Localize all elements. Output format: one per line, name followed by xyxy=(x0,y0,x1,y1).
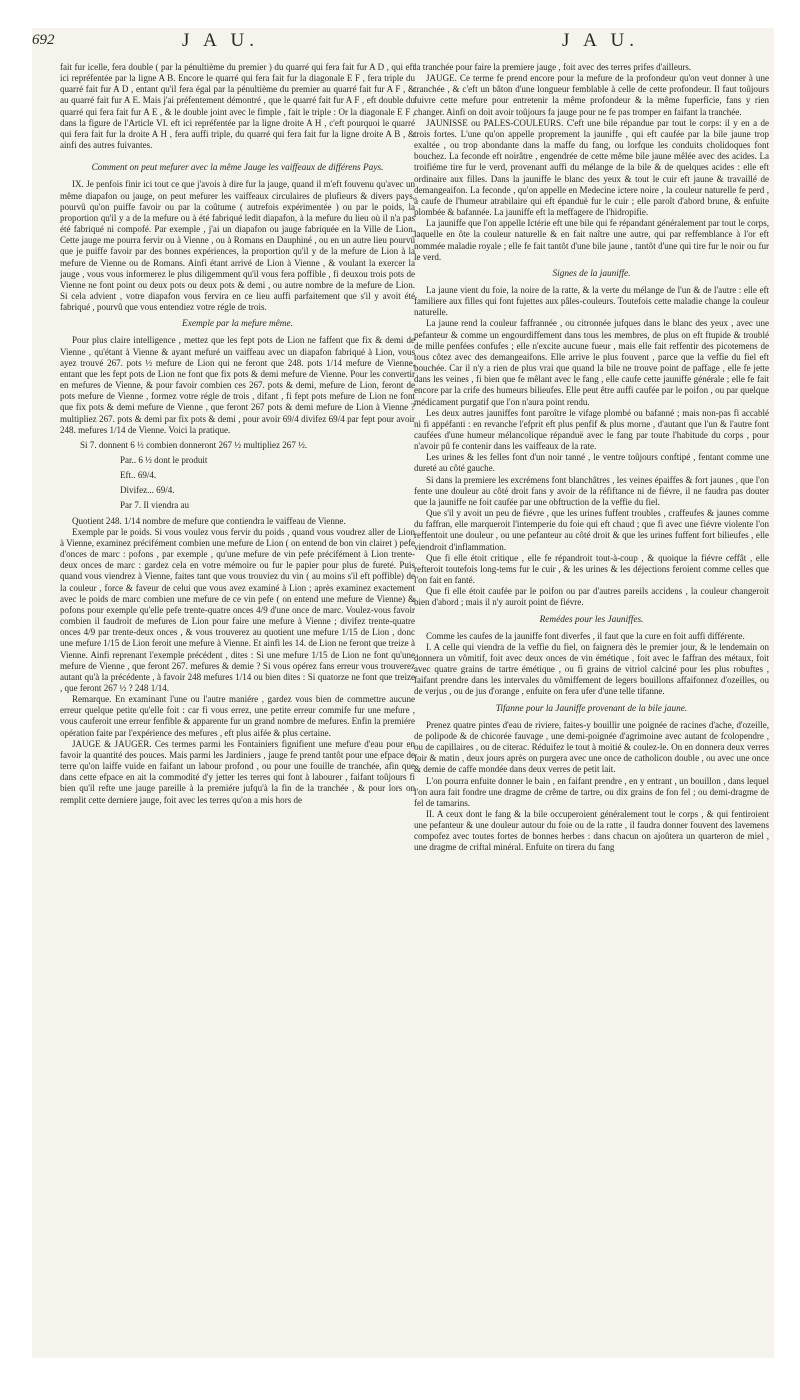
paragraph: La jauniffe que l'on appelle Ictérie eft une bile qui fe répandant généralement par tout le corps, laquelle en ôte la couleur naturelle & en fait naître une autre, qui par reffemblance à l'or eft nommée maladie royale ; elle fe fait tantôt d'une bile jaune , tantôt d'une qui tire fur le noir ou fur le verd. xyxy=(414,218,769,262)
calculation-line: Par.. 6 ½ dont le produit xyxy=(120,455,208,465)
section-heading: Exemple par la mefure même. xyxy=(182,319,293,330)
paragraph: Exemple par le poids. Si vous voulez vous fervir du poids , quand vous voudrez aller de Lion à Vienne, examinez précifément combien une mefure de Lion ( on entend de bon vin clairet ) pefe d'onces de marc : pofons , par exemple , qu'une mefure de vin pefe précifément à Lion trente-deux onces de marc : gardez cela en votre mémoire ou fur le papier pour plus de fureté. Puis quand vous viendrez à Vienne, faites tant que vous trouviez du vin ( au moins s'il eft poffible) de la couleur , force & faveur de celui que vous avez examiné à Lion ; après examinez exactement avec le poids de marc combien une mefure de ce vin pefe ( on entend une mefure de Vienne) & pofons pour exemple qu'elle pefe trente-quatre onces 4/9 d'une once de marc. Voulez-vous favoir combien il faudroit de mefures de Lion pour faire une mefure à Vienne ; divifez trente-quatre onces 4/9 par trente-deux onces , & vous trouverez au quotient une mefure 1/15 de Lion , donc une mefure 1/15 de Lion feroit une mefure à Vienne. Et ainfi les 14. de Lion ne feront que treize à Vienne. Ainfi reprenant l'exemple précédent , dites : Si une mefure 1/15 de Lion ne font qu'une mefure de Vienne , que feront 267. mefures & demie ? Si vous opérez fans erreur vous trouverez autant qu'à la précédente , à favoir 248 mefures 1/14 ou bien dites : Si quatorze ne font que treize , que feront 267 ½ ? 248 1/14. xyxy=(60,526,415,693)
paragraph: Pour plus claire intelligence , mettez que les fept pots de Lion ne faffent que fix & demi de Vienne , qu'étant à Vienne & ayant mefuré un vaiffeau avec un diapafon fabriqué à Lion, vous ayez trouvé 267. pots ½ mefure de Lion qui ne feront que 248. pots 1/14 mefure de Vienne, entant que les fept pots de Lion ne font que fix pots & demi mefure de Vienne. Pour les convertir en mefures de Vienne, & pour favoir combien ces 267. pots & demi, mefure de Lion, feront de pots mefure de Vienne , formez votre régle de trois , difant , fi fept pots mefure de Lion ne font que fix pots & demi mefure de Vienne , que feront 267 pots & demi mefure de Lion à Vienne ? multipliez 267. pots & demi par fix pots & demi , pour avoir 69/4 divifez 69/4 par fept pour avoir 248. mefures 1/14 de Vienne. Voici la pratique. xyxy=(60,335,415,435)
book-page xyxy=(32,28,774,1358)
paragraph: La jaune vient du foie, la noire de la ratte, & la verte du mélange de l'un & de l'autre : elle eft familiere aux filles qui font fujettes aux pâles-couleurs. Toutefois cette maladie change la couleur naturelle. xyxy=(414,284,769,318)
running-head-right: J A U. xyxy=(562,30,639,51)
paragraph: Comme les caufes de la jauniffe font diverfes , il faut que la cure en foit auffi différente. xyxy=(426,630,745,641)
paragraph: L'on pourra enfuite donner le bain , en faifant prendre , en y entrant , un bouillon , dans lequel l'on aura fait fondre une dragme de crême de tartre, ou dix grains de fon fel ; ou demi-dragme de fel de tamarins. xyxy=(414,775,769,808)
paragraph: fait fur icelle, fera double ( par la pénultième du premier ) du quarré qui fera fait fur A D , qui eft ici repréfentée par la ligne A B. Encore le quarré qui fera fait fur la diagonale E F , fera triple du quarré fait fur A D , entant qu'il fera égal par la pénultième du premier au quarré fait fur A F , & au quarré fait fur A E. Mais j'ai préfentement démontré , que le quarré fait fur A F , eft double du quarré qui fera fait fur A E , & le double joint avec le fimple , fait le triple : Or la diagonale E F , dans la figure de l'Article VI. eft ici repréfentée par la ligne droite A H , c'eft pourquoi le quarré qui fera fait fur la droite A H , fera auffi triple, du quarré qui fera fait fur la ligne droite A B , & ainfi des autres fuivantes. xyxy=(60,62,415,151)
paragraph: IX. Je penfois finir ici tout ce que j'avois à dire fur la jauge, quand il m'eft fouvenu qu'avec un même diapafon ou jauge, on peut mefurer les vaiffeaux circulaires de plufieurs & divers pays, pourvû qu'on puiffe favoir ou par la coûtume ( autrefois expérimentée ) ou par le poids, la proportion qu'il y a de la mefure ou à été fabriqué ledit diapafon, à la mefure du lieu où il n'a pas été fabriqué ni compofé. Par exemple , j'ai un diapafon ou jauge fabriquée en la Ville de Lion. Cette jauge me pourra fervir ou à Vienne , ou à Romans en Dauphiné , ou en un autre lieu pourvû que je puiffe favoir par des bonnes expériences, la proportion qu'il y de la mefure de Lion à la mefure de Vienne ou de Romans. Ainfi étant arrivé de Lion à Vienne , & voulant la exercer la jauge , vous vous informerez le plus diligemment qu'il vous fera poffible , fi deuxou trois pots de Vienne ne font point ou deux pots ou deux pots & demi , ou autre nombre de la mefure de Lion. Si cela advient , votre diapafon vous fervira en ce lieu auffi parfaitement que s'il y avoit été fabriqué , pourvû que vous entendiez votre régle de trois. xyxy=(60,179,415,313)
paragraph: Que fi elle étoit critique , elle fe répandroit tout-à-coup , & quoique la fiévre ceffât , elle refteroit toutefois long-tems fur le cuir , & les urines & les déjections feroient comme celles que l'on fait en fanté. xyxy=(414,552,769,586)
paragraph: Les deux autres jauniffes font paroître le vifage plombé ou bafanné ; mais non-pas fi accablé ni fi appéfanti : en revanche l'efprit eft plus penfif & plus morne , d'autant que l'un & l'autre font caufées d'une humeur mélancolique répanduë avec le fang par toute l'habitude du corps , pour n'avoir pû fe contenir dans les vaiffeaux de la rate. xyxy=(414,407,769,452)
section-heading: Tifanne pour la Jauniffe provenant de la bile jaune. xyxy=(495,703,688,714)
paragraph: JAUGE. Ce terme fe prend encore pour la mefure de la profondeur qu'on veut donner à une tranchée , & c'eft un bâton d'une longueur femblable à celle de cette profondeur. Il faut toûjours fuivre cette mefure pour entretenir la même profondeur & la même fuperficie, fans y rien changer. Ainfi on doit avoir toûjours fa jauge pour ne fe pas tromper en faifant la tranchée. xyxy=(414,73,769,117)
running-head-left: J A U. xyxy=(182,30,259,51)
section-heading: Comment on peut mefurer avec la même Jauge les vaiffeaux de différens Pays. xyxy=(91,163,384,174)
section-heading: Remédes pour les Jauniffes. xyxy=(539,614,644,625)
paragraph: Que fi elle étoit caufée par le poifon ou par d'autres pareils accidens , la couleur changeroit bien d'abord ; mais il n'y auroit point de fiévre. xyxy=(414,586,769,608)
calculation-line: Eft.. 69/4. xyxy=(120,470,157,481)
calculation-line: Par 7. Il viendra au xyxy=(120,500,190,511)
paragraph: Prenez quatre pintes d'eau de riviere, faites-y bouillir une poignée de racines d'ache, d'ozeille, de polipode & de chicorée fauvage , une demi-poignée d'agrimoine avec autant de fcolopendre , ou de capillaires , ou de citerac. Réduifez le tout à moitié & coulez-le. On en donnera deux verres foir & matin , deux jours après on purgera avec une once de catholicon double , ou avec une once & demie de caffe mondée dans deux verres de petit lait. xyxy=(414,719,769,775)
right-column xyxy=(414,62,769,1352)
section-heading: Signes de la jauniffe. xyxy=(552,268,631,279)
paragraph: Si dans la premiere les excrémens font blanchâtres , les veines épaiffes & fort jaunes , que l'on fente une douleur au côté droit fans y avoir de la réfiftance ni de fiévre, il ne faudra pas douter que la jauniffe ne foit caufée par une obftruction de la veffie du fiel. xyxy=(414,474,769,507)
paragraph: Remarque. En examinant l'une ou l'autre maniére , gardez vous bien de commettre aucune erreur quelque petite qu'elle foit : car fi vous errez, une petite erreur commife fur une mefure , vous cauferoit une erreur fenfible & apparente fur un grand nombre de mefures. Enfin la premiére opération faite par l'expérience des mefures , eft plus aifée & plus certaine. xyxy=(60,694,415,738)
paragraph: La jaune rend la couleur faffrannée , ou citronnée jufques dans le blanc des yeux , avec une pefanteur & comme un engourdiffement dans tous les membres, de plus on eft ftupide & troublé de mille penfées confufes ; elle n'excite aucune fueur , mais elle fait reffentir des picotemens de tous côtez avec des demangeaifons. Elle arrive le plus fouvent , parce que la veffie du fiel eft bouchée. Car il n'y a rien de plus vrai que quand la bile ne trouve point de paffage , elle fe jette dans les veines , fi bien que fe mêlant avec le fang , elle caufe cette jauniffe générale ; elle fe fait encore par la crife des humeurs bilieufes. Elle peut être auffi caufée par le poifon , ou par quelque médicament purgatif que l'on n'aura point rendu. xyxy=(414,318,769,407)
paragraph: Quotient 248. 1/14 nombre de mefure que contiendra le vaiffeau de Vienne. xyxy=(72,515,346,526)
left-column xyxy=(60,62,415,1352)
paragraph: JAUGE & JAUGER. Ces termes parmi les Fontainiers fignifient une mefure d'eau pour en favoir la quantité des pouces. Mais parmi les Jardiniers , jauge fe prend tantôt pour une efpace de terre qu'on laiffe vuide en faifant un labour profond , ou pour une fouille de tranchée, afin que dans cette efpace en ait la commodité d'y jetter les terres qui font à labourer , faifant toûjours fi bien qu'il refte une jauge pareille à la premiére jufqu'à la fin de la tranchée , & pour lors on remplit cette derniere jauge, foit avec les terres qu'on a mis hors de xyxy=(60,738,415,805)
page-number: 692 xyxy=(32,32,55,48)
paragraph: Les urines & les felles font d'un noir tanné , le ventre toûjours conftipé , fentant comme une dureté au côté gauche. xyxy=(414,452,769,474)
paragraph: la tranchée pour faire la premiere jauge , foit avec des terres prifes d'ailleurs. xyxy=(414,62,692,72)
calculation-line: Si 7. donnent 6 ½ combien donneront 267 ½ multipliez 267 ½. xyxy=(80,439,308,450)
paragraph: I. A celle qui viendra de la veffie du fiel, on faignera dès le premier jour, & le lendemain on donnera un vômitif, foit avec deux onces de vin émétique , foit avec le faffran des métaux, foit avec quatre grains de tartre émétique , ou fi grains de vitriol calciné pour les plus robuftes , faifant prendre dans les intervales du vômiffement de legers bouillons affaifonnez d'ozeilles, ou de verjus , ou de jus d'orange , enfuite on fera ufer d'une telle tifanne. xyxy=(414,641,769,697)
calculation-line: Divifez... 69/4. xyxy=(120,485,175,496)
paragraph: II. A ceux dont le fang & la bile occuperoient généralement tout le corps , & qui fentiroient une pefanteur & une douleur autour du foie ou de la ratte , il faudra donner fouvent des lavemens compofez avec toutes fortes de bonnes herbes : dans chacun on ajoûtera un quarteron de miel , une dragme de criftal minéral. Enfuite on tirera du fang xyxy=(414,809,769,853)
page-header xyxy=(32,28,774,58)
paragraph: Que s'il y avoit un peu de fiévre , que les urines fuffent troubles , craffeufes & jaunes comme du faffran, elle marqueroit l'intemperie du foie qui eft chaud ; que fi avec une fiévre violente l'on reffentoit une douleur , ou une pefanteur au côté droit & que les urines fuffent fort bilieufes , elle viendroit d'inflammation. xyxy=(414,508,769,552)
paragraph: JAUNISSE ou PALES-COULEURS. C'eft une bile répandue par tout le corps: il y en a de trois fortes. L'une qu'on appelle proprement la jauniffe , qui eft caufée par la bile jaune trop exaltée , ou trop abondante dans la maffe du fang, ou lorfque les conduits cholidoques font bouchez. La feconde eft noirâtre , engendrée de cette même bile jaune mêlée avec des acides. La troifiéme tire fur le verd, provenant auffi du mélange de la bile & de quelques acides : elle eft ordinaire aux filles. Dans la jauniffe le blanc des yeux & tout le cuir eft jaune & travaillé de demangeaifon. La feconde , qu'on appelle en Medecine ictere noire , la couleur naturelle fe perd , à caufe de l'humeur atrabilaire qui eft épanduë fur le cuir ; elle paroît d'abord brune, & enfuite plombée & bafannée. La jauniffe eft la meffagere de l'hidropifie. xyxy=(414,117,769,218)
